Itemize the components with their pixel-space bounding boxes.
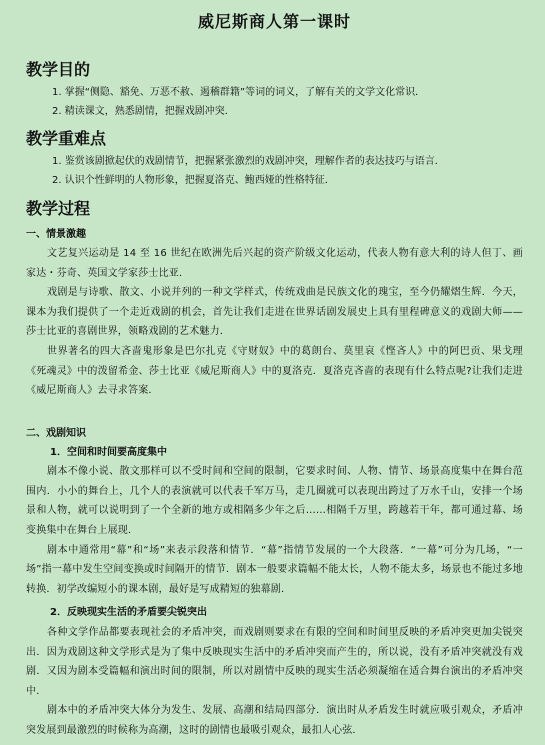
paragraph: 剧本不像小说、散文那样可以不受时间和空间的限制，它要求时间、人物、情节、场景高度集中在舞台范围内．小小的舞台上，几个人的表演就可以代表千军万马，走几圈就可以表现出跨过了万水千山，安排一个场景和人物，就可以说明到了一个全新的地方或相隔多少年之后……相隔千万里，跨越若干年，都可通过幕、场变换集中在舞台上展现． bbox=[26, 466, 523, 537]
key-points-heading: 教学重难点 bbox=[26, 129, 107, 148]
list-item: 1. 鉴赏该剧掀起伏的戏剧情节，把握紧张激烈的戏剧冲突，理解作者的表达技巧与语言． bbox=[52, 156, 445, 167]
goals-heading: 教学目的 bbox=[26, 60, 91, 79]
section-heading: 一、情景激趣 bbox=[26, 229, 86, 240]
page-title: 威尼斯商人第一课时 bbox=[197, 12, 351, 31]
paragraph: 文艺复兴运动是 14 至 16 世纪在欧洲先后兴起的资产阶级文化运动，代表人物有意大利的诗人但丁、画家达・芬奇、英国文学家莎士比亚． bbox=[26, 248, 523, 279]
section-heading: 二、戏剧知识 bbox=[26, 427, 86, 439]
paragraph: 剧本中通常用“幕”和“场”来表示段落和情节．“幕”指情节发展的一个大段落．“一幕”可分为几场，“一场”指一幕中发生空间变换或时间隔开的情节．剧本一般要求篇幅不能太长，人物不能太多，场景也不能过多地转换．初学改编短小的课本剧，最好是写成精短的独幕剧． bbox=[26, 544, 523, 595]
goals-list bbox=[26, 84, 523, 121]
list-item: 2. 精读课文，熟悉剧情，把握戏剧冲突． bbox=[52, 105, 235, 117]
list-item: 1. 掌握“侧隐、豁免、万恶不赦、遏稽群籍”等词的词义，了解有关的文学文化常识． bbox=[52, 87, 426, 98]
paragraph: 剧本中的矛盾冲突大体分为发生、发展、高潮和结局四部分．演出时从矛盾发生时就应吸引观众，矛盾冲突发展到最激烈的时候称为高潮，这时的剧情也最吸引观众，最扣人心弦． bbox=[26, 705, 523, 736]
paragraph: 各种文学作品都要表现社会的矛盾冲突，而戏剧则要求在有限的空间和时间里反映的矛盾冲突更加尖锐突出．因为戏剧这种文学形式是为了集中反映现实生活中的矛盾冲突而产生的，所以说，没有矛盾冲突就没有戏剧．又因为剧本受篇幅和演出时间的限制，所以对剧情中反映的现实生活必须凝缩在适合舞台演出的矛盾冲突中． bbox=[26, 626, 523, 697]
list-item: 2. 认识个性鲜明的人物形象，把握夏洛克、鲍西娅的性格特征． bbox=[52, 174, 335, 186]
paragraph: 世界著名的四大吝啬鬼形象是巴尔扎克《守财奴》中的葛朗台、莫里哀《悭吝人》中的阿巴贡、果戈理《死魂灵》中的泼留希金、莎士比亚《威尼斯商人》中的夏洛克．夏洛克吝啬的表现有什么特点呢?让我们走进《威尼斯商人》去寻求答案． bbox=[26, 345, 523, 397]
paragraph: 戏剧是与诗歌、散文、小说并列的一种文学样式，传统戏曲是民族文化的瑰宝，至今仍耀熠生辉．今天，课本为我们提供了一个走近戏剧的机会，首先让我们走进在世界话剧发展史上具有里程碑意义的戏剧大师——莎士比亚的喜剧世界，领略戏剧的艺术魅力． bbox=[26, 287, 523, 338]
subsection-heading: 2．反映现实生活的矛盾要尖锐突出 bbox=[50, 607, 207, 619]
subsection-heading: 1．空间和时间要高度集中 bbox=[50, 446, 167, 458]
key-points-list bbox=[26, 153, 523, 190]
process-heading: 教学过程 bbox=[26, 199, 91, 218]
